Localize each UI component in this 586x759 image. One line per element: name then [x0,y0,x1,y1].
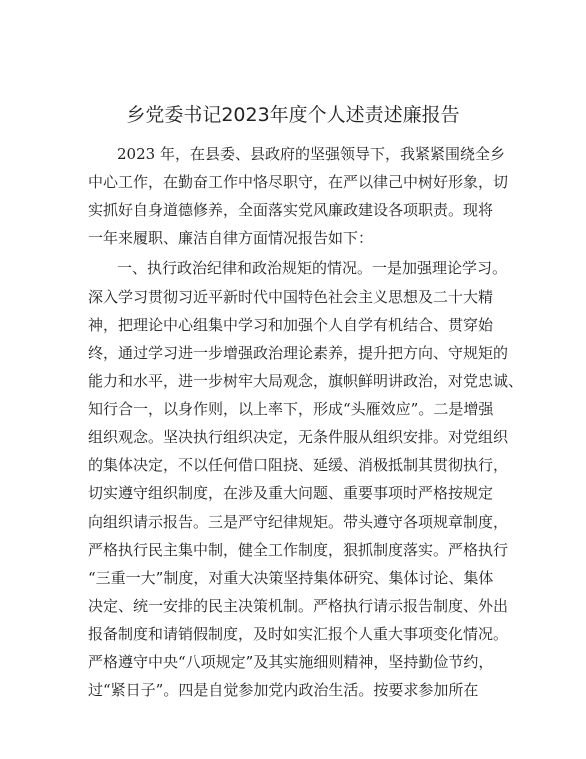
paragraph-line: “三重一大”制度，对重大决策坚持集体研究、集体讨论、集体 [88,569,494,587]
paragraph-line: 能力和水平，进一步树牢大局观念，旗帜鲜明讲政治，对党忠诚、 [88,372,524,390]
paragraph-line: 神，把理论中心组集中学习和加强个人自学有机结合、贯穿始 [88,316,494,334]
paragraph-line: 的集体决定，不以任何借口阻挠、延缓、消极抵制其贯彻执行， [88,456,509,474]
paragraph-line: 向组织请示报告。三是严守纪律规矩。带头遵守各项规章制度， [88,513,509,531]
paragraph-line: 深入学习贯彻习近平新时代中国特色社会主义思想及二十大精 [88,288,494,306]
paragraph-line: 切实遵守组织制度，在涉及重大问题、重要事项时严格按规定 [88,484,494,502]
document-title: 乡党委书记2023年度个人述责述廉报告 [126,104,460,126]
paragraph-line: 严格执行民主集中制，健全工作制度，狠抓制度落实。严格执行 [88,541,509,559]
paragraph-line: 终，通过学习进一步增强政治理论素养，提升把方向、守规矩的 [88,344,509,362]
paragraph-line: 组织观念。坚决执行组织决定，无条件服从组织安排。对党组织 [88,428,509,446]
paragraph-line: 报备制度和请销假制度，及时如实汇报个人重大事项变化情况。 [88,625,509,643]
paragraph-line: 2023 年，在县委、县政府的坚强领导下，我紧紧围绕全乡 [117,145,505,163]
paragraph-line: 过“紧日子”。四是自觉参加党内政治生活。按要求参加所在 [88,681,479,699]
paragraph-line: 决定、统一安排的民主决策机制。严格执行请示报告制度、外出 [88,597,509,615]
paragraph-line: 严格遵守中央“八项规定”及其实施细则精神，坚持勤俭节约， [88,653,494,671]
paragraph-line: 知行合一，以身作则，以上率下，形成“头雁效应”。二是增强 [88,400,494,418]
paragraph-line: 一、执行政治纪律和政治规矩的情况。一是加强理论学习。 [117,259,508,277]
paragraph-line: 一年来履职、廉洁自律方面情况报告如下： [88,229,374,247]
paragraph-line: 实抓好自身道德修养，全面落实党风廉政建设各项职责。现将 [88,201,494,219]
paragraph-line: 中心工作，在勤奋工作中恪尽职守，在严以律己中树好形象，切 [88,173,509,191]
